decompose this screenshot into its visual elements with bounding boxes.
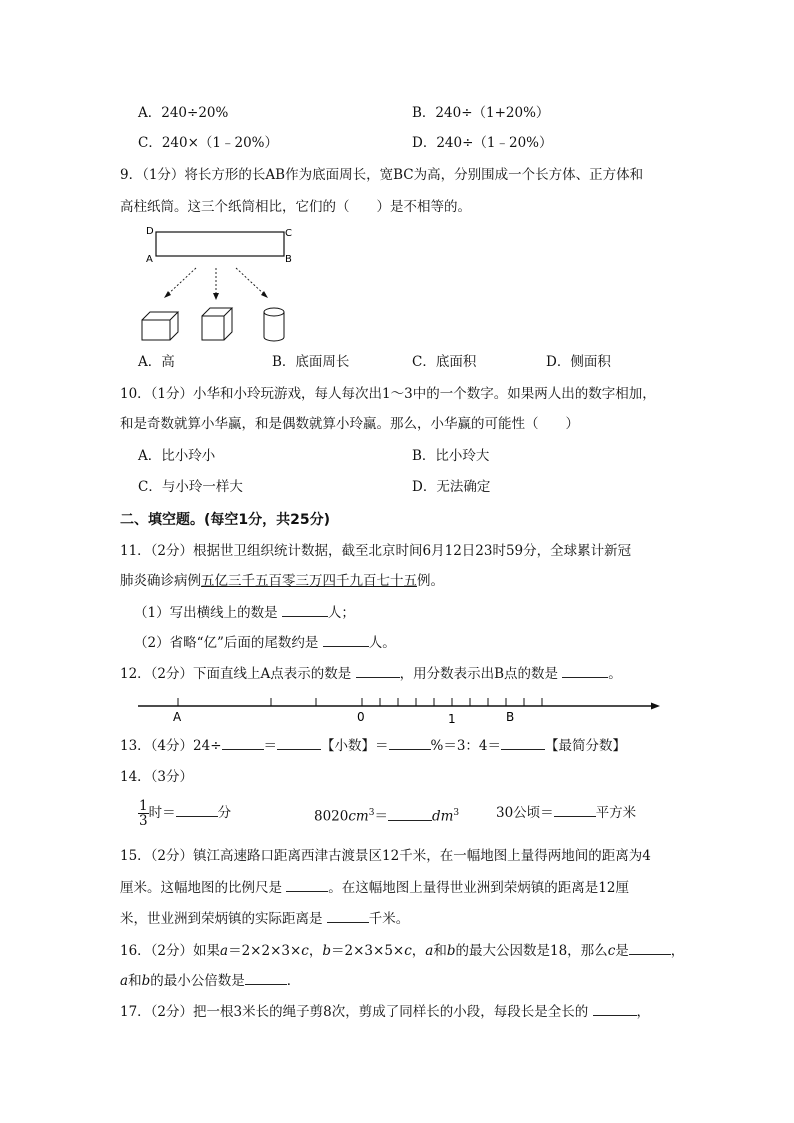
q16-line2-mid: 的最小公倍数是 xyxy=(150,973,245,989)
q10-option-b: B．比小玲大 xyxy=(412,448,490,464)
q10-text-line2: 和是奇数就算小华赢，和是偶数就算小玲赢。那么，小华赢的可能性（ ） xyxy=(120,416,579,432)
label-d: D xyxy=(146,226,154,237)
q9-option-a: A．高 xyxy=(138,354,175,370)
q14-item2-unit2: dm xyxy=(431,808,454,825)
q14-item2 xyxy=(314,804,459,826)
q11-sub2-prefix: （2）省略“亿”后面的尾数约是 xyxy=(134,635,319,651)
q14-blank-2[interactable] xyxy=(388,808,432,821)
q15-text-line3 xyxy=(120,910,409,928)
q13-p3: 【小数】＝ xyxy=(321,738,389,754)
q9-option-b: B．底面周长 xyxy=(272,354,350,370)
q16-text-line2 xyxy=(120,972,300,990)
q16-var-b-3: b xyxy=(141,973,151,989)
q16-var-c-3: c xyxy=(607,943,616,959)
q15-text-line1: 15．（2分）镇江高速路口距离西津古渡景区12千米，在一幅地图上量得两地间的距离为4 xyxy=(120,848,651,864)
q13-text xyxy=(120,737,626,755)
arrow-right xyxy=(236,268,266,296)
q10-option-c: C．与小玲一样大 xyxy=(138,479,243,495)
label-a: A xyxy=(146,254,153,265)
q15-line2-prefix: 厘米。这幅地图的比例尺是 xyxy=(120,880,282,896)
q14-title: 14．（3分） xyxy=(120,769,194,785)
q11-text-line1: 11．（2分）根据世卫组织统计数据，截至北京时间6月12日23时59分，全球累计新冠 xyxy=(120,543,632,559)
q8-option-c: C．240×（1﹣20%） xyxy=(138,135,279,151)
q14-item2-sup: 3 xyxy=(368,808,375,818)
q16-var-c: c xyxy=(301,943,309,959)
q16-var-a: a xyxy=(220,943,229,959)
q11-underlined-number: 五亿三千五百零三万四千九百七十五 xyxy=(201,573,417,589)
q14-item3 xyxy=(496,804,636,822)
q9-figure xyxy=(140,222,300,348)
q10-option-d: D．无法确定 xyxy=(412,479,491,495)
cube-shape xyxy=(202,308,232,340)
q15-blank-1[interactable] xyxy=(286,879,328,892)
q11-sub1-prefix: （1）写出横线上的数是 xyxy=(134,605,278,621)
q14-item1 xyxy=(138,799,231,828)
q11-sub2-blank[interactable] xyxy=(323,634,369,647)
q14-blank-3[interactable] xyxy=(554,804,596,817)
q16-text-line1 xyxy=(120,942,684,960)
arrow-left xyxy=(166,268,196,296)
q16-var-a-3: a xyxy=(120,973,129,989)
q16-is: 是 xyxy=(615,943,629,959)
q13-p5: 【最简分数】 xyxy=(545,738,627,754)
label-zero: 0 xyxy=(357,710,365,724)
cylinder-shape xyxy=(264,308,284,341)
q9-option-c: C．底面积 xyxy=(412,354,477,370)
frac-num: 1 xyxy=(139,798,148,814)
q13-blank-3[interactable] xyxy=(389,737,431,750)
q17-line1-suffix: ， xyxy=(636,1004,650,1020)
q11-text-line2 xyxy=(120,572,444,590)
q8-option-d: D．240÷（1﹣20%） xyxy=(412,135,553,151)
q12-blank-b[interactable] xyxy=(562,665,608,678)
q16-eq-b: ＝2×3×5× xyxy=(331,943,405,959)
label-c: C xyxy=(285,228,292,239)
fraction-one-third xyxy=(138,799,149,828)
q14-item2-pre: 8020 xyxy=(314,808,349,825)
q16-var-c-2: c xyxy=(404,943,412,959)
q11-line2-prefix: 肺炎确诊病例 xyxy=(120,573,201,589)
q11-sub1 xyxy=(134,604,355,622)
q14-item2-sup2: 3 xyxy=(453,808,460,818)
q16-and-2: 和 xyxy=(128,973,142,989)
q16-sep-2: ， xyxy=(411,943,426,959)
q8-option-b: B．240÷（1+20%） xyxy=(412,105,550,121)
q13-blank-4[interactable] xyxy=(501,737,545,750)
label-a: A xyxy=(173,710,182,724)
q14-item1-mid: 时＝ xyxy=(148,805,176,821)
q16-blank-2[interactable] xyxy=(245,972,287,985)
q16-line1-a: 16．（2分）如果 xyxy=(120,943,221,959)
q11-line2-suffix: 例。 xyxy=(417,573,444,589)
q13-blank-1[interactable] xyxy=(222,737,264,750)
number-line xyxy=(138,694,664,724)
q12-suffix: 。 xyxy=(608,666,622,682)
q16-eq-a: ＝2×2×3× xyxy=(228,943,302,959)
q16-and: 和 xyxy=(433,943,447,959)
cuboid-shape xyxy=(142,312,178,340)
q14-item2-eq: ＝ xyxy=(374,808,388,825)
q13-p4: %＝3：4＝ xyxy=(430,738,502,754)
q17-line1-prefix: 17．（2分）把一根3米长的绳子剪8次，剪成了同样长的小段，每段长是全长的 xyxy=(120,1004,589,1020)
q8-option-a: A．240÷20% xyxy=(138,105,229,121)
rectangle-abcd xyxy=(156,232,284,256)
q16-var-b: b xyxy=(322,943,332,959)
q15-blank-2[interactable] xyxy=(327,910,369,923)
q12-text xyxy=(120,665,622,683)
q16-var-b-2: b xyxy=(446,943,456,959)
q10-option-a: A．比小玲小 xyxy=(138,448,216,464)
label-b: B xyxy=(506,710,515,724)
q12-prefix: 12．（2分）下面直线上A点表示的数是 xyxy=(120,666,352,682)
q16-var-a-2: a xyxy=(425,943,434,959)
frac-den: 3 xyxy=(139,813,148,829)
q11-sub2 xyxy=(134,634,396,652)
q10-text-line1: 10．（1分）小华和小玲玩游戏，每人每次出1～3中的一个数字。如果两人出的数字相加， xyxy=(120,386,656,402)
q12-blank-a[interactable] xyxy=(356,665,400,678)
label-b: B xyxy=(285,254,292,265)
q16-blank-1[interactable] xyxy=(629,942,671,955)
q13-blank-2[interactable] xyxy=(277,737,321,750)
q9-text-line2: 高柱纸筒。这三个纸筒相比，它们的（ ）是不相等的。 xyxy=(120,199,471,215)
q11-sub2-suffix: 人。 xyxy=(368,635,396,651)
q9-option-d: D．侧面积 xyxy=(546,354,611,370)
q16-line2-end: ． xyxy=(286,973,301,989)
q14-blank-1[interactable] xyxy=(176,804,218,817)
q13-p1: 13．（4分）24÷ xyxy=(120,738,222,754)
section-2-heading: 二、填空题。(每空1分，共25分) xyxy=(120,512,331,528)
q16-sep: ， xyxy=(308,943,323,959)
q16-gcd: 的最大公因数是18，那么 xyxy=(455,943,608,959)
q11-sub1-blank[interactable] xyxy=(282,604,328,617)
q12-middle: ，用分数表示出B点的数是 xyxy=(399,666,558,682)
q15-text-line2 xyxy=(120,879,629,897)
q17-text-line1 xyxy=(120,1003,650,1021)
q14-item3-pre: 30公顷＝ xyxy=(496,805,554,821)
q17-blank-1[interactable] xyxy=(593,1003,637,1016)
label-one: 1 xyxy=(448,712,456,724)
q15-line3-suffix: 千米。 xyxy=(368,911,410,927)
q11-sub1-suffix: 人； xyxy=(327,605,355,621)
q13-p2: ＝ xyxy=(263,738,278,754)
q14-item3-end: 平方米 xyxy=(595,805,637,821)
q9-text-line1: 9．（1分）将长方形的长AB作为底面周长，宽BC为高，分别围成一个长方体、正方体和 xyxy=(120,167,644,183)
q16-sep-3: ， xyxy=(670,943,685,959)
q15-line2-suffix: 。在这幅地图上量得世业洲到荣炳镇的距离是12厘 xyxy=(328,880,629,896)
q15-line3-prefix: 米，世业洲到荣炳镇的实际距离是 xyxy=(120,911,323,927)
q14-item1-end: 分 xyxy=(217,805,232,821)
q14-item2-unit: cm xyxy=(348,808,369,825)
